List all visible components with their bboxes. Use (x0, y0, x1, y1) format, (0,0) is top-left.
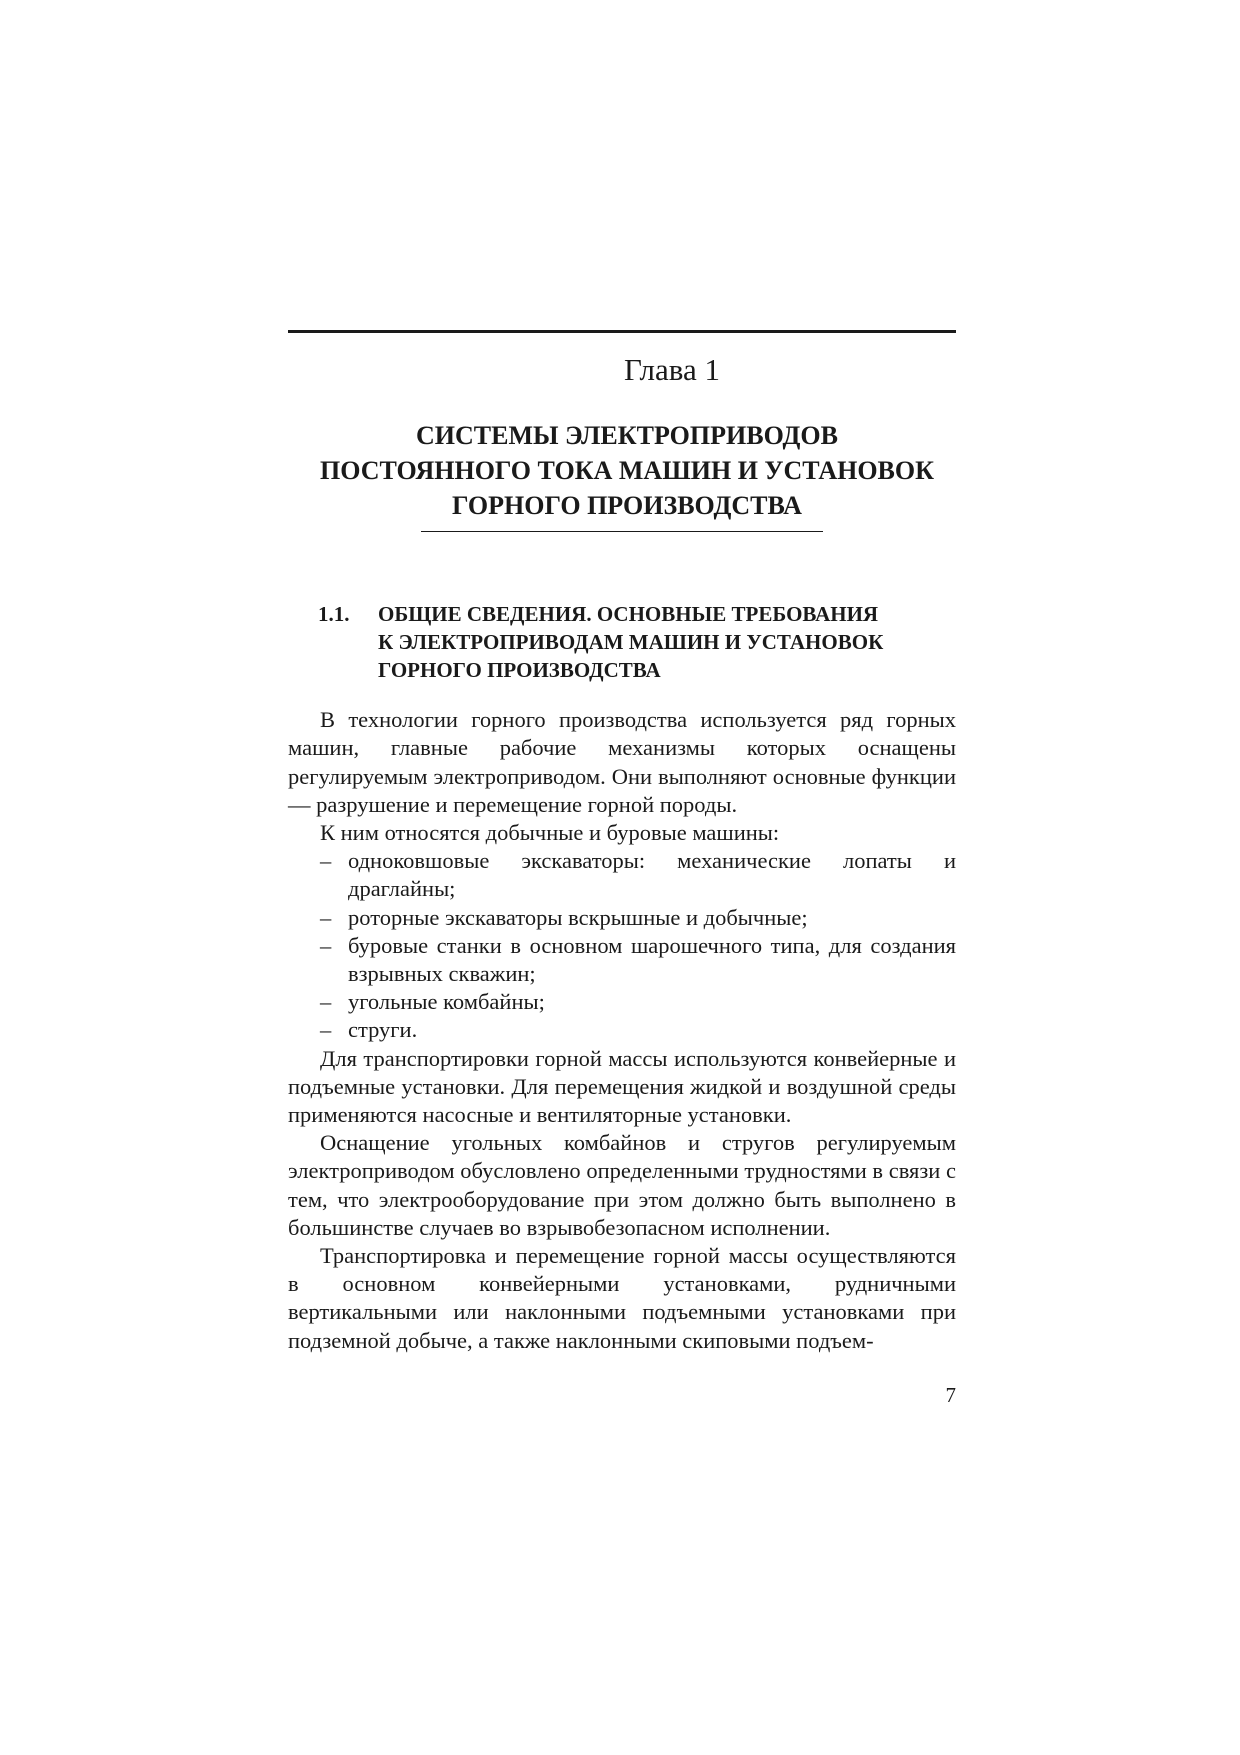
list-marker: – (320, 904, 332, 930)
chapter-title-rule (421, 531, 823, 532)
paragraph: В технологии горного производства используется ряд горных машин, главные рабочие механизмы которых оснащены регулируемым электроприводом. Они выполняют основные функции — разрушение и перемещение горной породы. (288, 707, 956, 817)
list-marker: – (320, 932, 332, 958)
list-item-text: роторные экскаваторы вскрышные и добычные; (348, 904, 808, 930)
chapter-top-rule (288, 330, 956, 333)
list-item (288, 904, 956, 932)
list-item (288, 847, 956, 903)
page-content (288, 330, 956, 1407)
section-title (378, 600, 883, 684)
list-item (288, 932, 956, 988)
list-item-text: струги. (348, 1017, 418, 1043)
section-number: 1.1. (318, 602, 350, 627)
chapter-title-line: СИСТЕМЫ ЭЛЕКТРОПРИВОДОВ (416, 421, 838, 451)
section-title-line: К ЭЛЕКТРОПРИВОДАМ МАШИН И УСТАНОВОК (378, 630, 884, 655)
chapter-label: Глава 1 (623, 352, 721, 387)
list-marker: – (320, 989, 332, 1015)
list-item (288, 988, 956, 1016)
list-item-text: буровые станки в основном шарошечного типа, для создания взрывных скважин; (348, 932, 956, 987)
body-text (288, 706, 956, 1355)
list-marker: – (320, 1017, 332, 1043)
paragraph: К ним относятся добычные и буровые машины: (320, 820, 780, 845)
paragraph: Оснащение угольных комбайнов и стругов регулируемым электроприводом обусловлено определенными трудностями в связи с тем, что электрооборудование при этом должно быть выполнено в большинстве случаев во взрывобезопасном исполнении. (288, 1130, 956, 1240)
list-marker: – (320, 848, 332, 874)
list-item (288, 1016, 956, 1044)
paragraph: Для транспортировки горной массы используются конвейерные и подъемные установки. Для перемещения жидкой и воздушной среды применяются насосные и вентиляторные установки. (288, 1045, 956, 1128)
chapter-title-line: ГОРНОГО ПРОИЗВОДСТВА (452, 491, 802, 521)
page-number: 7 (945, 1383, 956, 1407)
section-title-line: ОБЩИЕ СВЕДЕНИЯ. ОСНОВНЫЕ ТРЕБОВАНИЯ (378, 602, 879, 627)
list-item-text: угольные комбайны; (348, 989, 545, 1015)
chapter-title-line: ПОСТОЯННОГО ТОКА МАШИН И УСТАНОВОК (320, 456, 934, 486)
machine-list (288, 847, 956, 1044)
paragraph: Транспортировка и перемещение горной массы осуществляются в основном конвейерными установками, рудничными вертикальными или наклонными подъемными установками при подземной добыче, а также наклонными скиповыми подъем- (288, 1243, 956, 1353)
chapter-title (288, 418, 956, 523)
list-item-text: одноковшовые экскаваторы: механические лопаты и драглайны; (348, 848, 956, 902)
section-title-line: ГОРНОГО ПРОИЗВОДСТВА (378, 658, 661, 683)
section-heading (288, 600, 956, 684)
